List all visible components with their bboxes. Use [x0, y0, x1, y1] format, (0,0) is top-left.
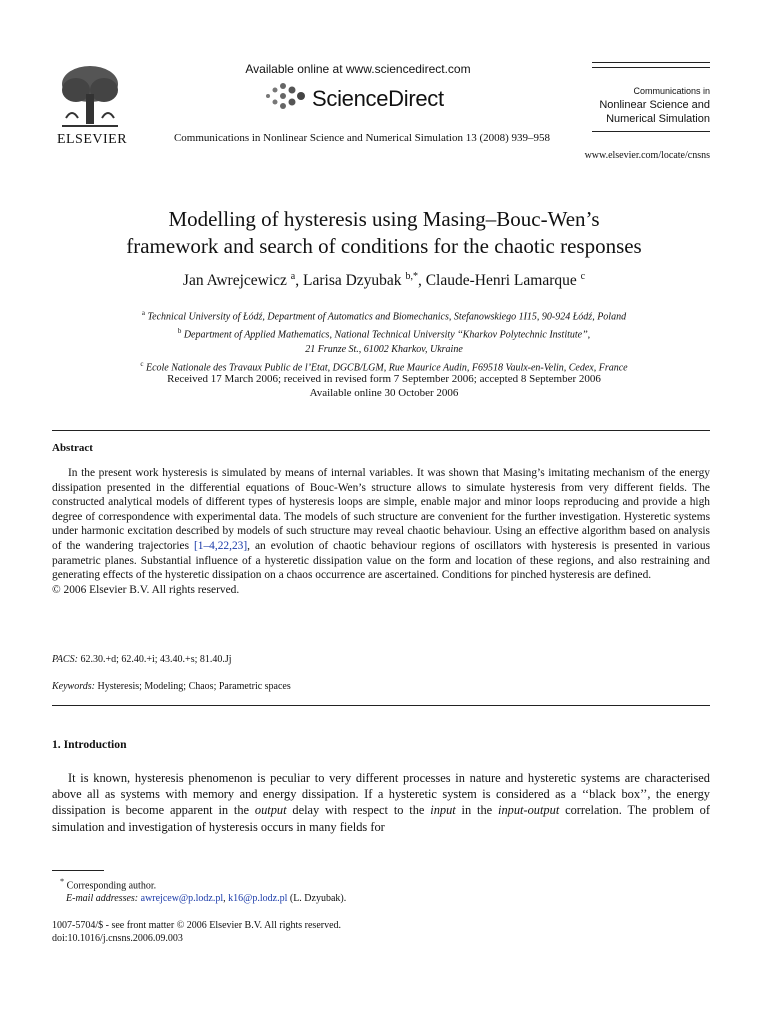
affiliations [40, 306, 728, 375]
journal-citation: Communications in Nonlinear Science and Numerical Simulation 13 (2008) 939–958 [173, 132, 551, 144]
affiliation-line: $^b$ Department of Applied Mathematics, National Technical University ‘‘Kharkov Polytechnic Institute’’, [177, 327, 591, 341]
pacs-label: PACS: [52, 654, 78, 665]
article-title [40, 206, 728, 260]
elsevier-tree-icon [56, 62, 124, 130]
journal-url-link[interactable]: www.elsevier.com/locate/cnsns [584, 150, 710, 161]
author-name: Jan Awrejcewicz [182, 272, 287, 290]
divider [52, 705, 710, 706]
affiliation-line: $^a$ Technical University of Łódź, Department of Automatics and Biomechanics, Stefanowskiego 1I15, 90-924 Łódź, Poland [141, 309, 627, 323]
email-label: E-mail addresses: [66, 893, 139, 905]
intro-body [52, 770, 710, 835]
doi-line[interactable]: doi:10.1016/j.cnsns.2006.09.003 [52, 933, 183, 944]
article-title-line1: Modelling of hysteresis using Masing–Bouc-Wen’s [168, 207, 600, 231]
journal-box-line1: Communications in [633, 86, 710, 96]
abstract-heading: Abstract [52, 442, 93, 454]
journal-box-rule-bottom [592, 131, 710, 132]
author-name: Larisa Dzyubak [303, 272, 402, 290]
article-title-line2: framework and search of conditions for the chaotic responses [126, 234, 642, 258]
journal-box-title [560, 84, 710, 126]
issn-line: 1007-5704/$ - see front matter © 2006 Elsevier B.V. All rights reserved. [52, 920, 342, 931]
divider [52, 430, 710, 431]
pacs-value: 62.30.+d; 62.40.+i; 43.40.+s; 81.40.Jj [80, 654, 232, 665]
author-affil-mark: a [290, 271, 296, 282]
journal-box-rule-top [592, 62, 710, 63]
abstract-copyright: © 2006 Elsevier B.V. All rights reserved. [52, 583, 240, 596]
author-affil-mark: c [580, 271, 586, 282]
front-matter [52, 919, 710, 945]
publisher-name: ELSEVIER [56, 132, 128, 147]
email-note: E-mail addresses: awrejcew@p.lodz.pl, k16@p.lodz.pl (L. Dzyubak). [66, 893, 347, 905]
sciencedirect-wordmark: ScienceDirect [312, 86, 444, 111]
abstract-body [52, 466, 710, 597]
citation-link[interactable]: [1–4,22,23] [193, 539, 248, 552]
pacs-line [52, 654, 710, 665]
journal-box-line3: Numerical Simulation [606, 113, 710, 125]
available-online-date: Available online 30 October 2006 [309, 387, 459, 399]
footnotes [52, 875, 710, 905]
keywords-value: Hysteresis; Modeling; Chaos; Parametric spaces [97, 681, 291, 692]
article-dates [40, 372, 728, 400]
available-online[interactable]: Available online at www.sciencedirect.com [245, 62, 471, 76]
keywords-line [52, 681, 710, 692]
intro-paragraph: It is known, hysteresis phenomenon is peculiar to very different processes in nature and hysteretic systems are characterised above all as systems with memory and energy dissipation. If a hysteretic system is considered as a ‘‘black box’’, the energy dissipation is become apparent in the output delay with respect to the input in the input-output correlation. The problem of simulation and investigation of hysteresis occurs in many fields for [52, 771, 710, 834]
author-name: Claude-Henri Lamarque [425, 272, 577, 290]
author-list: Jan Awrejcewicz $^a$, Larisa Dzyubak $^{b,*}$, Claude-Henri Lamarque $^c$ [182, 271, 586, 290]
sciencedirect-dots-icon [262, 82, 308, 112]
received-dates: Received 17 March 2006; received in revised form 7 September 2006; accepted 8 September 2006 [167, 373, 601, 385]
affiliation-line: 21 Frunze St., 61002 Kharkov, Ukraine [305, 343, 463, 355]
journal-box-line2: Nonlinear Science and [599, 99, 710, 111]
keywords-label: Keywords: [52, 681, 95, 692]
journal-box-rule-second [592, 67, 710, 68]
corresponding-author-note: * Corresponding author. [60, 877, 157, 892]
affiliation-line: $^c$ Ecole Nationale des Travaux Public de l’Etat, DGCB/LGM, Rue Maurice Audin, F69518 Vaulx-en-Velin, Cedex, France [140, 359, 628, 373]
section-heading: 1. Introduction [52, 738, 127, 751]
footnote-rule [52, 870, 104, 871]
email-link-1[interactable]: awrejcew@p.lodz.pl [140, 893, 224, 905]
elsevier-logo [52, 62, 128, 146]
email-link-2[interactable]: k16@p.lodz.pl [228, 893, 288, 905]
abstract-paragraph: In the present work hysteresis is simulated by means of internal variables. It was shown that Masing’s imitating mechanism of the energy dissipation presented in the differential equations of Bouc-Wen’s structure allows to simulate hysteresis from very different fields. The constructed analytical models of different types of hysteresis loops are simple, enable major and minor loops reproducing and provide a high degree of correspondence with experimental data. The models of such structure are convenient for the further investigation. Hysteretic systems under harmonic excitation described by models of such structure may reveal chaotic behaviour. Using an effective algorithm based on analysis of the wandering trajectories [1–4,22,23], an evolution of chaotic behaviour regions of oscillators with hysteresis is presented in various parametric planes. Substantial influence of a hysteretic dissipation value on the form and location of these regions, and also restraining and generating effects of the hysteretic dissipation on a chaos occurrence are ascertained. Conditions for pinched hysteresis are defined. [52, 467, 711, 582]
author-affil-mark: b,* [405, 271, 418, 282]
